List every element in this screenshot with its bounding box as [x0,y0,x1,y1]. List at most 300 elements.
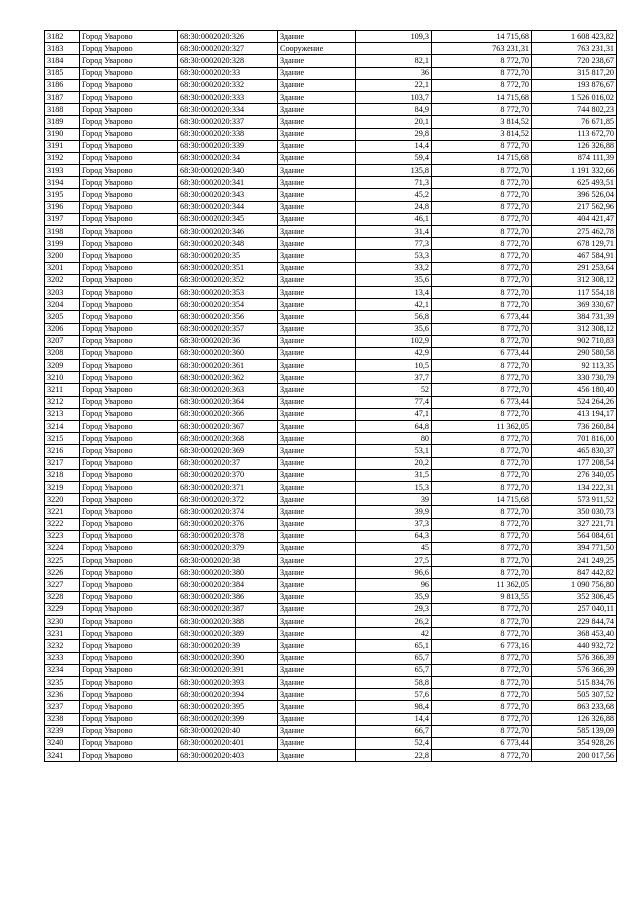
cell-specific-value: 8 772,70 [432,603,532,615]
cell-specific-value: 14 715,68 [432,31,532,43]
cell-object-type: Здание [278,445,356,457]
cell-row-number: 3186 [45,79,80,91]
cell-specific-value: 8 772,70 [432,55,532,67]
table-row [45,628,617,640]
cell-row-number: 3217 [45,457,80,469]
cell-specific-value: 6 773,44 [432,311,532,323]
cell-cadastral-number: 68:30:0002020:354 [178,299,278,311]
cell-row-number: 3209 [45,360,80,372]
cell-cadastral-value: 576 366,39 [532,664,617,676]
table-row [45,396,617,408]
cell-row-number: 3195 [45,189,80,201]
document-page [44,30,616,762]
cell-locality: Город Уварово [80,445,178,457]
cell-area: 15,3 [356,481,432,493]
cell-locality: Город Уварово [80,286,178,298]
cell-object-type: Здание [278,189,356,201]
cell-area: 66,7 [356,725,432,737]
cell-cadastral-value: 369 330,67 [532,299,617,311]
cell-row-number: 3208 [45,347,80,359]
cell-object-type: Здание [278,603,356,615]
cell-area: 14,4 [356,140,432,152]
cell-object-type: Здание [278,201,356,213]
cell-object-type: Здание [278,79,356,91]
cell-specific-value: 14 715,68 [432,152,532,164]
cell-object-type: Сооружение [278,43,356,55]
cell-object-type: Здание [278,469,356,481]
cell-object-type: Здание [278,408,356,420]
table-row [45,408,617,420]
table-row [45,213,617,225]
cell-object-type: Здание [278,226,356,238]
cell-locality: Город Уварово [80,494,178,506]
cell-cadastral-value: 585 139,09 [532,725,617,737]
cell-cadastral-value: 524 264,26 [532,396,617,408]
cell-cadastral-number: 68:30:0002020:360 [178,347,278,359]
cell-cadastral-value: 291 253,64 [532,262,617,274]
cell-row-number: 3205 [45,311,80,323]
cell-locality: Город Уварово [80,55,178,67]
cell-specific-value: 8 772,70 [432,542,532,554]
cell-cadastral-value: 720 238,67 [532,55,617,67]
cell-cadastral-number: 68:30:0002020:344 [178,201,278,213]
table-row [45,250,617,262]
cell-specific-value: 8 772,70 [432,628,532,640]
cell-cadastral-number: 68:30:0002020:366 [178,408,278,420]
table-row [45,128,617,140]
cell-area: 10,5 [356,360,432,372]
cell-row-number: 3231 [45,628,80,640]
cell-cadastral-value: 396 526,04 [532,189,617,201]
cell-specific-value: 6 773,44 [432,347,532,359]
cell-cadastral-number: 68:30:0002020:394 [178,689,278,701]
cell-cadastral-number: 68:30:0002020:334 [178,104,278,116]
cell-area: 96,6 [356,567,432,579]
table-row [45,226,617,238]
cell-cadastral-value: 229 844,74 [532,616,617,628]
cell-cadastral-number: 68:30:0002020:379 [178,542,278,554]
cell-specific-value: 8 772,70 [432,518,532,530]
cell-cadastral-value: 352 306,45 [532,591,617,603]
table-row [45,311,617,323]
cell-specific-value: 8 772,70 [432,408,532,420]
cell-locality: Город Уварово [80,725,178,737]
cell-cadastral-number: 68:30:0002020:384 [178,579,278,591]
cell-row-number: 3197 [45,213,80,225]
cell-area: 65,7 [356,652,432,664]
cell-specific-value: 8 772,70 [432,189,532,201]
cell-locality: Город Уварово [80,165,178,177]
cell-locality: Город Уварово [80,213,178,225]
cell-object-type: Здание [278,299,356,311]
cell-area: 22,1 [356,79,432,91]
cell-area: 36 [356,67,432,79]
cell-locality: Город Уварово [80,140,178,152]
cell-cadastral-number: 68:30:0002020:403 [178,750,278,762]
table-row [45,737,617,749]
cell-cadastral-value: 217 562,96 [532,201,617,213]
cell-object-type: Здание [278,494,356,506]
cell-area: 53,1 [356,445,432,457]
cell-object-type: Здание [278,384,356,396]
cell-row-number: 3234 [45,664,80,676]
cell-row-number: 3191 [45,140,80,152]
cell-locality: Город Уварово [80,177,178,189]
cell-row-number: 3207 [45,335,80,347]
cell-object-type: Здание [278,591,356,603]
table-row [45,55,617,67]
cell-row-number: 3188 [45,104,80,116]
cell-locality: Город Уварово [80,372,178,384]
table-row [45,567,617,579]
cadastral-value-table [44,30,617,762]
table-row [45,323,617,335]
cell-area: 37,3 [356,518,432,530]
table-row [45,616,617,628]
cell-area: 56,8 [356,311,432,323]
table-row [45,457,617,469]
cell-locality: Город Уварово [80,311,178,323]
cell-row-number: 3204 [45,299,80,311]
cell-locality: Город Уварово [80,31,178,43]
cell-cadastral-number: 68:30:0002020:353 [178,286,278,298]
cell-row-number: 3185 [45,67,80,79]
cell-cadastral-value: 126 326,88 [532,140,617,152]
cell-row-number: 3198 [45,226,80,238]
table-row [45,189,617,201]
cell-area: 39 [356,494,432,506]
cell-area: 20,1 [356,116,432,128]
cell-object-type: Здание [278,286,356,298]
table-row [45,603,617,615]
cell-cadastral-value: 312 308,12 [532,274,617,286]
cell-locality: Город Уварово [80,628,178,640]
cell-specific-value: 3 814,52 [432,128,532,140]
cell-area: 71,3 [356,177,432,189]
cell-cadastral-value: 315 817,20 [532,67,617,79]
table-row [45,67,617,79]
cell-area: 27,5 [356,555,432,567]
table-row [45,640,617,652]
cell-area: 57,6 [356,689,432,701]
table-row [45,165,617,177]
cell-specific-value: 6 773,16 [432,640,532,652]
cell-area: 59,4 [356,152,432,164]
cell-row-number: 3227 [45,579,80,591]
cell-cadastral-number: 68:30:0002020:363 [178,384,278,396]
cell-cadastral-value: 312 308,12 [532,323,617,335]
cell-cadastral-value: 275 462,78 [532,226,617,238]
table-row [45,421,617,433]
cell-cadastral-number: 68:30:0002020:369 [178,445,278,457]
table-row [45,689,617,701]
cell-cadastral-value: 701 816,00 [532,433,617,445]
cell-row-number: 3184 [45,55,80,67]
cell-object-type: Здание [278,67,356,79]
cell-cadastral-value: 744 802,23 [532,104,617,116]
cell-row-number: 3215 [45,433,80,445]
cell-cadastral-number: 68:30:0002020:37 [178,457,278,469]
cell-locality: Город Уварово [80,335,178,347]
cell-locality: Город Уварово [80,360,178,372]
cell-cadastral-value: 763 231,31 [532,43,617,55]
cell-locality: Город Уварово [80,43,178,55]
cell-area: 29,8 [356,128,432,140]
cell-locality: Город Уварово [80,79,178,91]
cell-specific-value: 8 772,70 [432,238,532,250]
table-row [45,360,617,372]
cell-area: 103,7 [356,91,432,103]
cell-cadastral-value: 200 017,56 [532,750,617,762]
cell-row-number: 3239 [45,725,80,737]
cell-specific-value: 8 772,70 [432,506,532,518]
cell-object-type: Здание [278,152,356,164]
cell-row-number: 3237 [45,701,80,713]
cell-cadastral-number: 68:30:0002020:351 [178,262,278,274]
cell-locality: Город Уварово [80,384,178,396]
cell-specific-value: 8 772,70 [432,676,532,688]
cell-object-type: Здание [278,104,356,116]
cell-row-number: 3192 [45,152,80,164]
cell-cadastral-value: 576 366,39 [532,652,617,664]
cell-area: 64,3 [356,530,432,542]
cell-cadastral-number: 68:30:0002020:361 [178,360,278,372]
cell-cadastral-value: 394 771,50 [532,542,617,554]
cell-cadastral-value: 465 830,37 [532,445,617,457]
cell-locality: Город Уварово [80,347,178,359]
cell-cadastral-number: 68:30:0002020:35 [178,250,278,262]
cell-cadastral-number: 68:30:0002020:40 [178,725,278,737]
table-row [45,384,617,396]
cell-specific-value: 763 231,31 [432,43,532,55]
cell-cadastral-value: 902 710,83 [532,335,617,347]
table-row [45,555,617,567]
cell-specific-value: 8 772,70 [432,689,532,701]
cell-area: 98,4 [356,701,432,713]
cell-object-type: Здание [278,250,356,262]
cell-specific-value: 8 772,70 [432,701,532,713]
cell-row-number: 3202 [45,274,80,286]
cell-cadastral-number: 68:30:0002020:39 [178,640,278,652]
cell-object-type: Здание [278,737,356,749]
cell-object-type: Здание [278,664,356,676]
cell-cadastral-value: 290 580,58 [532,347,617,359]
table-row [45,262,617,274]
cell-cadastral-value: 276 340,05 [532,469,617,481]
cell-row-number: 3196 [45,201,80,213]
cell-locality: Город Уварово [80,274,178,286]
cell-row-number: 3190 [45,128,80,140]
table-row [45,286,617,298]
cell-cadastral-number: 68:30:0002020:348 [178,238,278,250]
table-row [45,43,617,55]
cell-specific-value: 8 772,70 [432,372,532,384]
cell-locality: Город Уварово [80,652,178,664]
cell-cadastral-number: 68:30:0002020:33 [178,67,278,79]
cell-specific-value: 8 772,70 [432,213,532,225]
cell-object-type: Здание [278,518,356,530]
cell-cadastral-number: 68:30:0002020:340 [178,165,278,177]
cell-cadastral-number: 68:30:0002020:341 [178,177,278,189]
cell-locality: Город Уварово [80,323,178,335]
cell-cadastral-number: 68:30:0002020:376 [178,518,278,530]
cell-object-type: Здание [278,165,356,177]
cell-row-number: 3200 [45,250,80,262]
cell-object-type: Здание [278,457,356,469]
cell-cadastral-value: 413 194,17 [532,408,617,420]
cell-cadastral-number: 68:30:0002020:388 [178,616,278,628]
cell-cadastral-value: 368 453,40 [532,628,617,640]
cell-area: 42,9 [356,347,432,359]
cell-locality: Город Уварово [80,506,178,518]
cell-object-type: Здание [278,750,356,762]
cell-area: 42,1 [356,299,432,311]
cell-cadastral-number: 68:30:0002020:380 [178,567,278,579]
cell-area: 58,8 [356,676,432,688]
table-row [45,664,617,676]
table-row [45,299,617,311]
cell-row-number: 3224 [45,542,80,554]
cell-locality: Город Уварово [80,689,178,701]
cell-area: 35,6 [356,323,432,335]
cell-cadastral-number: 68:30:0002020:391 [178,664,278,676]
cell-area: 29,3 [356,603,432,615]
cell-specific-value: 8 772,70 [432,567,532,579]
cell-locality: Город Уварово [80,152,178,164]
cell-cadastral-number: 68:30:0002020:337 [178,116,278,128]
cell-area: 31,5 [356,469,432,481]
cell-locality: Город Уварово [80,603,178,615]
cell-area: 96 [356,579,432,591]
cell-row-number: 3199 [45,238,80,250]
cell-row-number: 3212 [45,396,80,408]
table-row [45,445,617,457]
cell-row-number: 3230 [45,616,80,628]
cell-row-number: 3214 [45,421,80,433]
cell-cadastral-value: 354 928,26 [532,737,617,749]
table-row [45,79,617,91]
cell-cadastral-value: 1 191 332,66 [532,165,617,177]
cell-specific-value: 8 772,70 [432,274,532,286]
cell-cadastral-value: 625 493,51 [532,177,617,189]
cell-locality: Город Уварово [80,299,178,311]
cell-cadastral-value: 76 671,85 [532,116,617,128]
cell-object-type: Здание [278,262,356,274]
cell-cadastral-number: 68:30:0002020:395 [178,701,278,713]
cell-cadastral-number: 68:30:0002020:332 [178,79,278,91]
cell-locality: Город Уварово [80,128,178,140]
table-row [45,104,617,116]
cell-object-type: Здание [278,701,356,713]
cell-specific-value: 8 772,70 [432,713,532,725]
cell-cadastral-value: 134 222,31 [532,481,617,493]
table-body [45,31,617,762]
cell-cadastral-value: 1 608 423,82 [532,31,617,43]
cell-cadastral-value: 515 834,76 [532,676,617,688]
cell-object-type: Здание [278,433,356,445]
cell-object-type: Здание [278,652,356,664]
cell-cadastral-value: 404 421,47 [532,213,617,225]
cell-specific-value: 8 772,70 [432,725,532,737]
cell-locality: Город Уварово [80,408,178,420]
cell-cadastral-number: 68:30:0002020:352 [178,274,278,286]
cell-object-type: Здание [278,725,356,737]
cell-area: 77,3 [356,238,432,250]
cell-area: 135,8 [356,165,432,177]
cell-object-type: Здание [278,323,356,335]
table-row [45,274,617,286]
cell-locality: Город Уварово [80,469,178,481]
table-row [45,238,617,250]
cell-locality: Город Уварово [80,396,178,408]
cell-cadastral-value: 456 180,40 [532,384,617,396]
cell-cadastral-number: 68:30:0002020:371 [178,481,278,493]
table-row [45,750,617,762]
cell-specific-value: 8 772,70 [432,481,532,493]
cell-object-type: Здание [278,579,356,591]
cell-object-type: Здание [278,372,356,384]
table-row [45,201,617,213]
cell-specific-value: 14 715,68 [432,494,532,506]
cell-specific-value: 8 772,70 [432,140,532,152]
cell-area: 37,7 [356,372,432,384]
cell-object-type: Здание [278,396,356,408]
cell-locality: Город Уварово [80,530,178,542]
cell-object-type: Здание [278,676,356,688]
cell-row-number: 3232 [45,640,80,652]
cell-locality: Город Уварово [80,518,178,530]
cell-area: 22,8 [356,750,432,762]
cell-locality: Город Уварово [80,713,178,725]
cell-row-number: 3213 [45,408,80,420]
cell-cadastral-value: 678 129,71 [532,238,617,250]
cell-specific-value: 8 772,70 [432,457,532,469]
cell-specific-value: 8 772,70 [432,652,532,664]
cell-cadastral-number: 68:30:0002020:374 [178,506,278,518]
cell-area: 13,4 [356,286,432,298]
cell-specific-value: 8 772,70 [432,177,532,189]
cell-locality: Город Уварово [80,616,178,628]
cell-object-type: Здание [278,91,356,103]
cell-cadastral-value: 1 090 756,80 [532,579,617,591]
cell-row-number: 3241 [45,750,80,762]
cell-area: 82,1 [356,55,432,67]
table-row [45,701,617,713]
cell-row-number: 3210 [45,372,80,384]
cell-object-type: Здание [278,542,356,554]
cell-area: 35,6 [356,274,432,286]
cell-locality: Город Уварово [80,226,178,238]
cell-cadastral-number: 68:30:0002020:327 [178,43,278,55]
cell-specific-value: 11 362,05 [432,421,532,433]
cell-row-number: 3240 [45,737,80,749]
cell-row-number: 3235 [45,676,80,688]
cell-row-number: 3183 [45,43,80,55]
cell-cadastral-number: 68:30:0002020:389 [178,628,278,640]
cell-specific-value: 8 772,70 [432,433,532,445]
cell-specific-value: 14 715,68 [432,91,532,103]
cell-cadastral-value: 467 584,91 [532,250,617,262]
cell-area: 53,3 [356,250,432,262]
cell-area: 64,8 [356,421,432,433]
cell-locality: Город Уварово [80,189,178,201]
cell-specific-value: 8 772,70 [432,262,532,274]
cell-specific-value: 8 772,70 [432,165,532,177]
cell-specific-value: 8 772,70 [432,530,532,542]
cell-locality: Город Уварово [80,701,178,713]
cell-row-number: 3218 [45,469,80,481]
cell-specific-value: 8 772,70 [432,250,532,262]
